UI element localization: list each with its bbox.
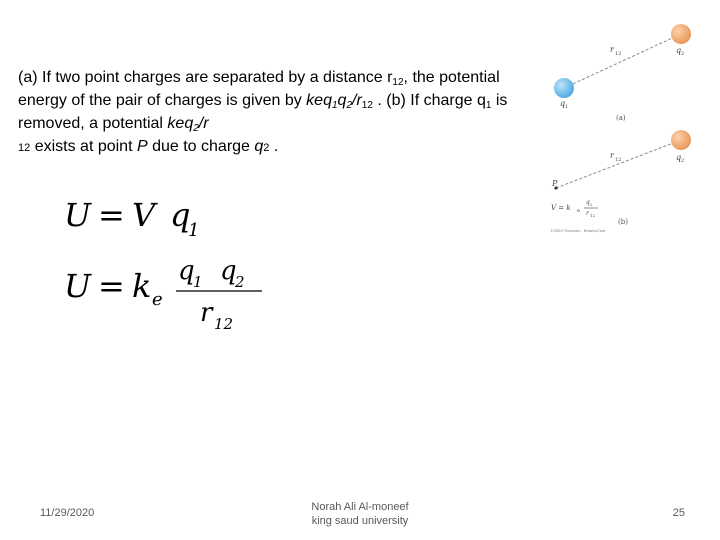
q1-label: q bbox=[560, 99, 566, 108]
author-name: Norah Ali Al-moneef bbox=[311, 501, 409, 513]
equation-potential-energy-vq bbox=[64, 196, 224, 246]
text-part: /r bbox=[352, 92, 362, 109]
potential-formula-label: V = k bbox=[551, 204, 571, 212]
eq-subscript: 1 bbox=[193, 273, 203, 291]
q1-subscript: 1 bbox=[565, 104, 569, 110]
text-part: q bbox=[254, 138, 264, 155]
charge-q1-sphere bbox=[554, 78, 574, 98]
charges-figure bbox=[548, 18, 694, 236]
text-part: . (b) If charge q bbox=[372, 92, 486, 109]
institution-name: king saud university bbox=[311, 515, 409, 527]
eq-symbol: = bbox=[98, 267, 125, 305]
eq-subscript: 2 bbox=[235, 273, 245, 291]
eq-symbol: q bbox=[170, 196, 191, 234]
point-p-label: P bbox=[552, 179, 558, 188]
eq-symbol: r bbox=[200, 298, 213, 328]
eq-symbol: q bbox=[220, 256, 237, 286]
fraction-numerator: q bbox=[586, 199, 590, 206]
figure-credit: ©2004 Thomson - Brooks/Cole bbox=[550, 229, 606, 233]
fraction-numerator-sub: 2 bbox=[590, 202, 593, 207]
eq-symbol: = bbox=[98, 196, 125, 234]
ke-subscript: e bbox=[577, 208, 580, 214]
subscript: 1 bbox=[485, 100, 492, 111]
eq-subscript: e bbox=[152, 289, 163, 310]
text-part: . bbox=[269, 138, 279, 155]
text-part: , the potential energy of the pair of charges is given by bbox=[18, 69, 500, 109]
part-a-label: (a) bbox=[616, 114, 626, 122]
subscript: 2 bbox=[346, 100, 352, 111]
text-part: exists at point bbox=[30, 138, 137, 155]
text-part: /r bbox=[198, 115, 209, 132]
q2-subscript: 2 bbox=[681, 51, 685, 57]
eq-subscript: 1 bbox=[188, 220, 200, 241]
page-number: 25 bbox=[672, 507, 685, 519]
point-p-label: P bbox=[136, 138, 148, 155]
subscript: 1 bbox=[331, 100, 338, 111]
eq-subscript: 12 bbox=[214, 315, 234, 333]
part-b-label: (b) bbox=[618, 218, 628, 226]
eq-symbol: U bbox=[64, 267, 91, 305]
q2-subscript: 2 bbox=[681, 158, 685, 164]
r12-subscript: 12 bbox=[615, 157, 622, 163]
slide-body-text bbox=[18, 66, 518, 160]
footer-author bbox=[300, 500, 420, 528]
text-part: is removed, a potential bbox=[18, 92, 508, 132]
eq-symbol: U bbox=[64, 196, 91, 234]
q2-label: q bbox=[676, 153, 682, 162]
subscript: 12 bbox=[361, 100, 373, 111]
subscript: 2 bbox=[193, 123, 199, 134]
text-part: q bbox=[337, 92, 347, 109]
eq-symbol: V bbox=[132, 196, 156, 234]
subscript: 12 bbox=[18, 142, 31, 154]
footer-date: 11/29/2020 bbox=[40, 507, 95, 519]
fraction-denominator-sub: 12 bbox=[590, 213, 596, 218]
text-part: due to charge bbox=[147, 138, 255, 155]
eq-symbol: k bbox=[132, 267, 152, 305]
fraction-denominator: r bbox=[586, 210, 589, 217]
equation-potential-energy-coulomb bbox=[64, 255, 274, 335]
subscript: 12 bbox=[392, 77, 404, 88]
charge-q2-sphere bbox=[671, 130, 691, 150]
r12-subscript: 12 bbox=[615, 51, 622, 57]
text-part: (a) If two point charges are separated by a distance r bbox=[18, 69, 393, 86]
subscript: 2 bbox=[263, 142, 270, 154]
text-part: keq bbox=[306, 92, 332, 109]
q2-label: q bbox=[676, 46, 682, 55]
r12-label: r bbox=[610, 151, 614, 160]
charge-q2-sphere bbox=[671, 24, 691, 44]
eq-symbol: q bbox=[178, 256, 195, 286]
text-part: keq bbox=[167, 115, 194, 132]
r12-label: r bbox=[610, 45, 614, 54]
